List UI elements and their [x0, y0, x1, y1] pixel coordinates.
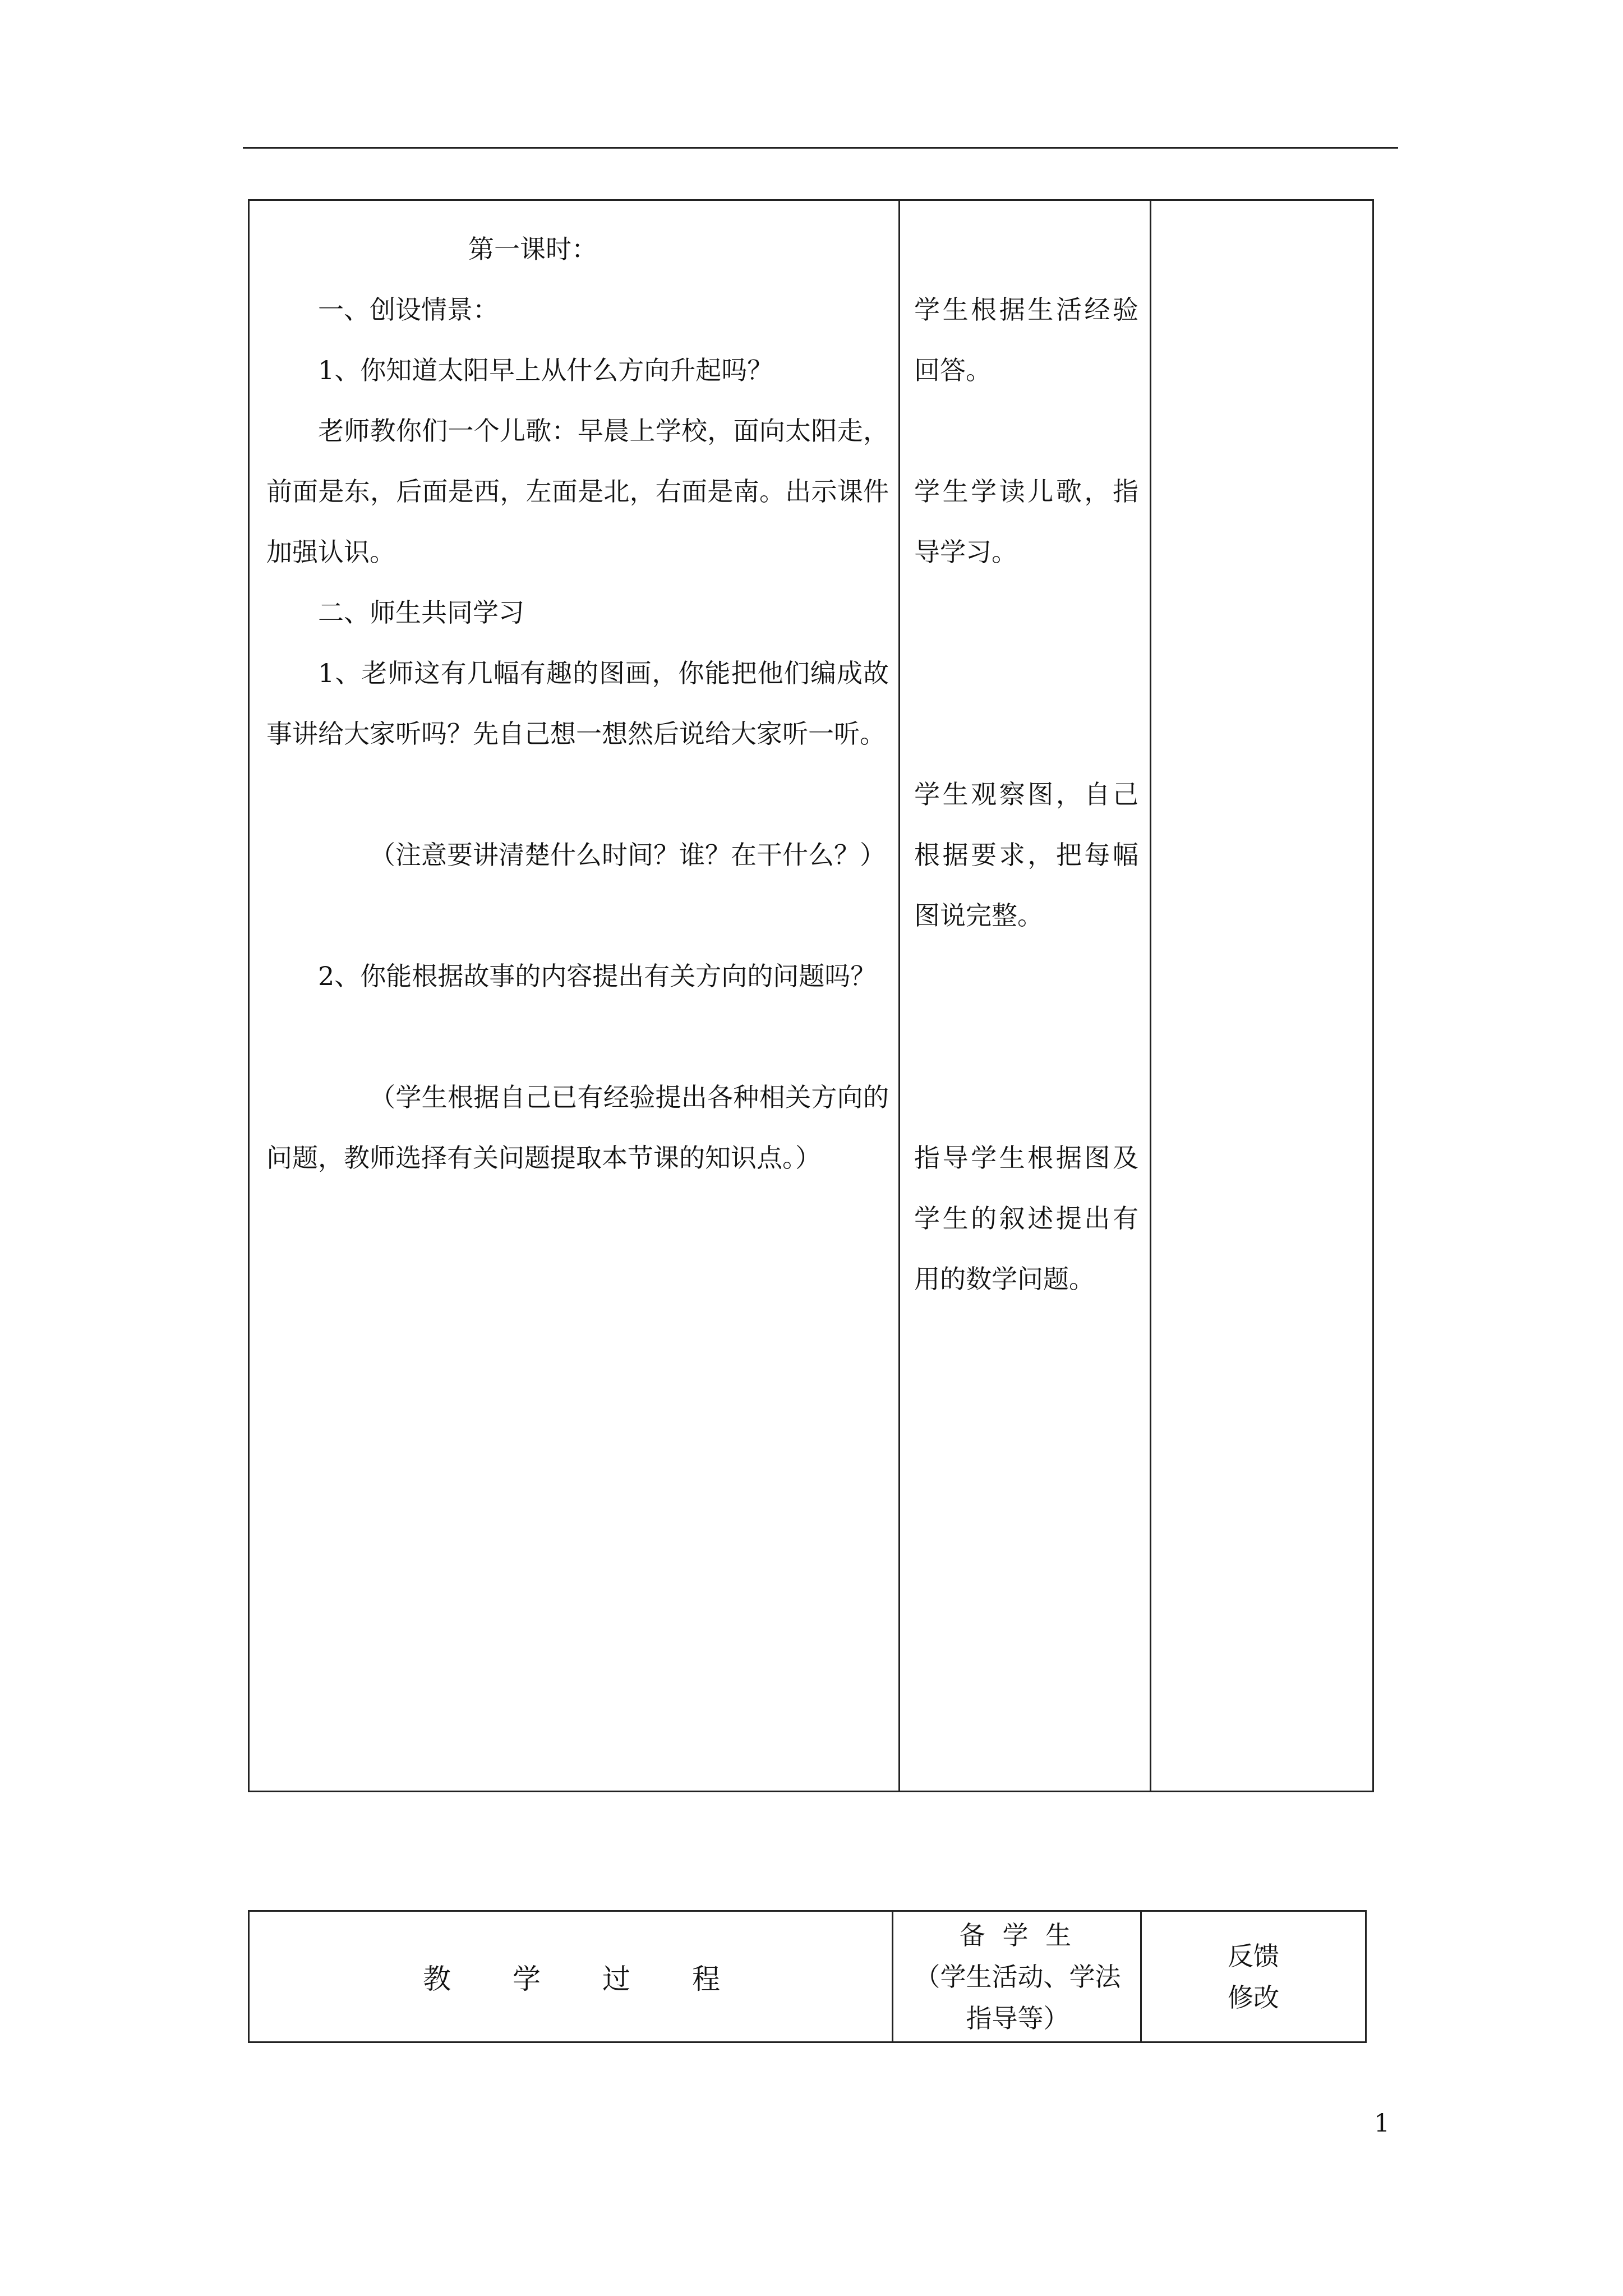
- student-prep-header: [893, 1912, 1142, 2041]
- paragraph: （注意要讲清楚什么时间？谁？在干什么？）: [370, 840, 886, 870]
- page-number: 1: [1374, 2109, 1390, 2138]
- student-note: 学生观察图，自己根据要求，把每幅图说完整。: [914, 779, 1138, 931]
- paragraph: 2、你能根据故事的内容提出有关方向的问题吗？: [318, 961, 877, 991]
- section-heading: 一、创设情景：: [318, 295, 499, 325]
- footer-table: [248, 1910, 1367, 2043]
- section-heading: 二、师生共同学习: [318, 597, 524, 628]
- header-rule: [243, 147, 1398, 149]
- feedback-header: [1142, 1912, 1365, 2041]
- teaching-process-cell: [250, 201, 900, 1791]
- lesson-title: 第一课时：: [468, 234, 597, 264]
- paragraph: （学生根据自己已有经验提出各种相关方向的问题，教师选择有关问题提取本节课的知识点。）: [266, 1082, 889, 1173]
- teaching-process-header: [250, 1912, 893, 2041]
- student-note: 指导学生根据图及学生的叙述提出有用的数学问题。: [914, 1143, 1138, 1294]
- feedback-label: 反馈: [1228, 1940, 1279, 1971]
- paragraph: 老师教你们一个儿歌：早晨上学校，面向太阳走，前面是东，后面是西，左面是北，右面是南。出示课件加强认识。: [266, 416, 889, 567]
- teaching-process-label: 教学过程: [423, 1962, 782, 1995]
- student-prep-sub: 指导等）: [966, 2003, 1069, 2033]
- student-note: 学生根据生活经验回答。: [914, 295, 1138, 385]
- student-note: 学生学读儿歌，指导学习。: [914, 476, 1138, 567]
- student-prep-sub: （学生活动、学法: [914, 1961, 1121, 1992]
- student-activity-cell: [900, 201, 1151, 1791]
- paragraph: 1、老师这有几幅有趣的图画，你能把他们编成故事讲给大家听吗？先自己想一想然后说给大家听一听。: [266, 658, 889, 749]
- student-prep-label: 备 学 生: [959, 1920, 1076, 1950]
- feedback-cell: [1151, 201, 1376, 1791]
- paragraph: 1、你知道太阳早上从什么方向升起吗？: [318, 355, 773, 385]
- lesson-table: [248, 199, 1374, 1792]
- feedback-label: 修改: [1228, 1982, 1279, 2013]
